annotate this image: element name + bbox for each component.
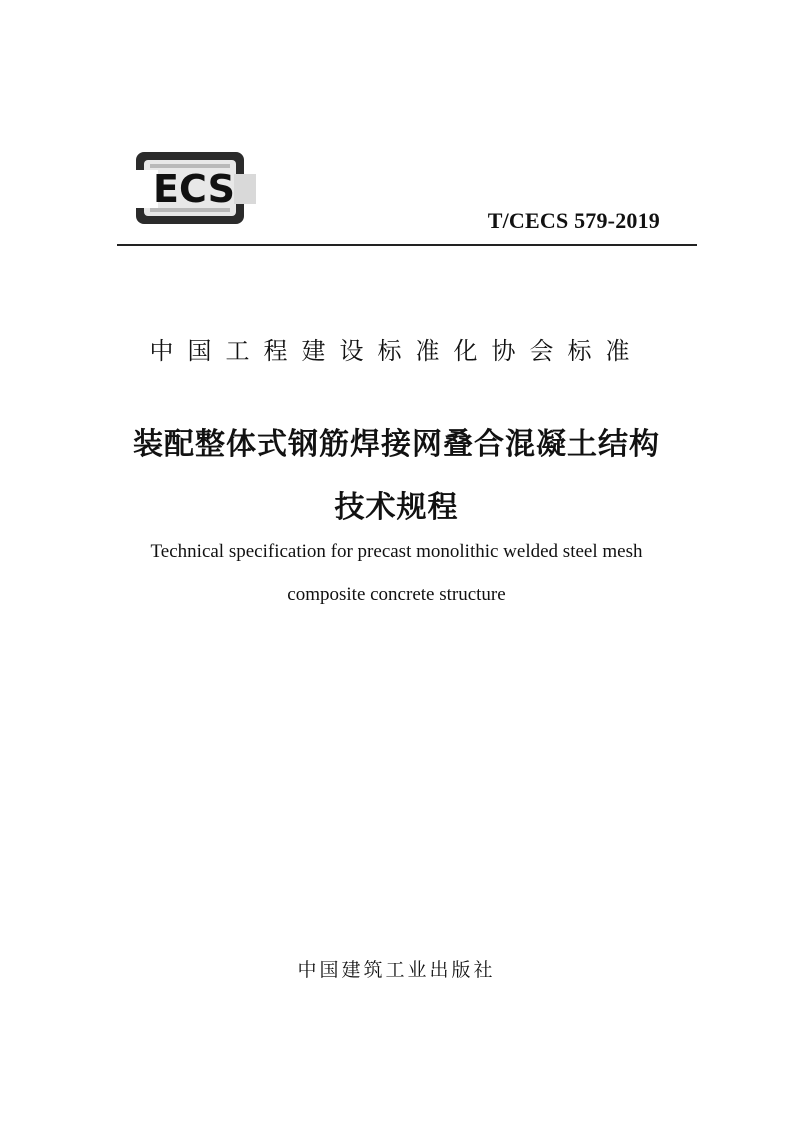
header-divider (117, 244, 697, 246)
chinese-title-line2: 技术规程 (334, 490, 459, 525)
english-title-line2: composite concrete structure (287, 584, 506, 605)
ecs-logo-icon (132, 148, 260, 226)
english-title-line1: Technical specification for precast monolithic welded steel mesh (150, 541, 643, 562)
publisher-name: 中国建筑工业出版社 (297, 959, 496, 981)
standard-number: T/CECS 579-2019 (487, 208, 660, 233)
logo-text: ECS (153, 167, 235, 211)
association-line: 中国工程建设标准化协会标准 (149, 337, 644, 365)
chinese-title-line1: 装配整体式钢筋焊接网叠合混凝土结构 (133, 427, 660, 462)
